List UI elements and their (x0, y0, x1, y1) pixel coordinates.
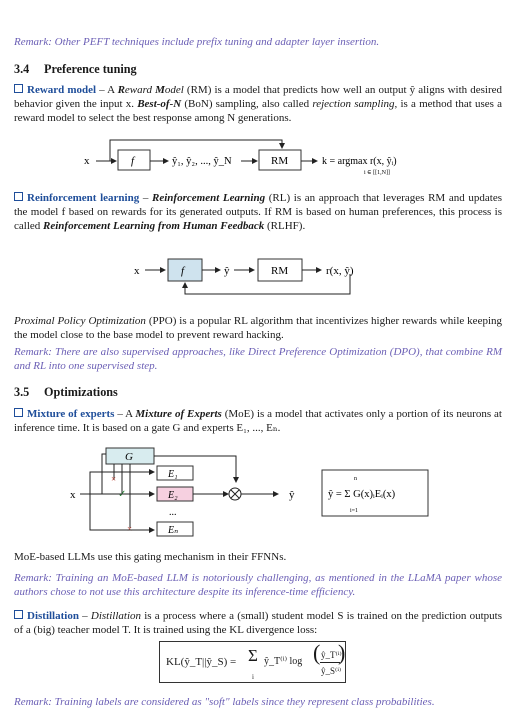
model-f-label: f (181, 265, 185, 277)
section-title: Preference tuning (44, 62, 137, 76)
bullet-square-icon (14, 84, 23, 93)
moe-formula: ŷ = Σ G(x)ᵢEᵢ(x) (328, 489, 396, 500)
moe-diagram (14, 444, 502, 540)
moe-heading: Mixture of experts (27, 408, 115, 420)
left-paren-icon: ( (313, 640, 321, 665)
dash-text: – A (96, 84, 118, 96)
best-of-n-diagram (14, 134, 502, 180)
remark-llama: Remark: Training an MoE-based LLM is notoriously challenging, as mentioned in the LLaMA paper whose authors chose to not use this architecture despite its inference-time efficiency. (14, 572, 502, 599)
section-number: 3.4 (14, 62, 30, 76)
remark-peft: Remark: Other PEFT techniques include prefix tuning and adapter layer insertion. (14, 36, 380, 48)
input-x-label: x (134, 265, 140, 277)
moe-term: Mixture of Experts (135, 408, 222, 420)
bullet-square-icon (14, 192, 23, 201)
section-title: Optimizations (44, 385, 118, 399)
gate-label: G (125, 451, 133, 463)
remark-soft-labels: Remark: Training labels are considered as "soft" labels since they represent class probabilities. (14, 696, 435, 708)
moe-note: MoE-based LLMs use this gating mechanism in their FFNNs. (14, 551, 287, 563)
ppo-paragraph (14, 314, 502, 342)
kl-formula-box (159, 641, 346, 683)
term-letter: R (117, 84, 125, 96)
body-text: is a process where a (small) student model S is trained on the prediction outputs of a (big) teacher model T. It is trained using the KL divergence loss: (14, 610, 503, 637)
reward-model-label: RM (271, 265, 289, 277)
expert-1-label: E₁ (168, 469, 178, 480)
sum-upper-limit: n (354, 476, 357, 482)
rl-diagram (14, 252, 502, 298)
argmax-label: k = argmax r(x, ŷᵢ) (322, 156, 397, 167)
distillation-paragraph (14, 609, 502, 637)
rl-term: Reinforcement Learning (152, 192, 266, 204)
fraction-bar (320, 662, 340, 663)
experts-ellipsis: ... (169, 507, 177, 518)
sum-symbol: Σ (248, 646, 258, 665)
body-text: (BoN) sampling, also called (181, 98, 313, 111)
generations-label: ŷ₁, ŷ₂, ..., ŷ_N (172, 156, 232, 167)
remark-dpo: Remark: There are also supervised approaches, like Direct Preference Optimization (DPO), that combine RM and RL into one supervised step. (14, 346, 502, 373)
reward-model-paragraph (14, 83, 502, 126)
bullet-square-icon (14, 610, 23, 619)
rl-paragraph (14, 191, 502, 234)
argmax-subscript: i ∈ [[1,N]] (364, 170, 390, 176)
body-text: , is a method that uses a reward model to select the best response among N generations. (14, 98, 502, 125)
input-x-label: x (84, 155, 90, 167)
distillation-heading: Distillation (27, 610, 79, 622)
rlhf-term: Reinforcement Learning from Human Feedback (43, 220, 265, 233)
body-text: (PPO) is a popular RL algorithm that incentivizes higher rewards while keeping the model close to the base model to prevent reward hacking. (14, 315, 503, 342)
reward-model-label: RM (271, 155, 289, 167)
body-text: (RLHF). (264, 220, 306, 233)
body-text: (RL) is an approach that leverages RM and updates the model f based on rewards for its generated outputs. If RM is based on human preferences, this process is called (14, 192, 502, 233)
term-letter: M (155, 84, 165, 96)
section-heading-3-4 (14, 62, 502, 76)
expert-n-label: Eₙ (168, 525, 179, 536)
bullet-square-icon (14, 408, 23, 417)
output-yhat-label: ŷ (289, 489, 295, 501)
term-text: eward (124, 84, 156, 96)
reward-model-heading: Reward model (27, 84, 97, 96)
rl-heading: Reinforcement learning (27, 192, 140, 204)
right-paren-icon: ) (338, 640, 346, 665)
dash-text: – (78, 610, 91, 622)
gate-reject-x-icon: × (127, 524, 133, 534)
kl-denominator: ŷ_S⁽ⁱ⁾ (321, 666, 342, 676)
section-heading-3-5 (14, 385, 502, 399)
kl-body: ŷ_T⁽ⁱ⁾ log (264, 656, 303, 667)
gate-reject-x-icon: × (111, 474, 117, 484)
section-number: 3.5 (14, 385, 30, 399)
distillation-term: Distillation (90, 610, 142, 622)
body-text: (RM) is a model that predicts how well an output ŷ aligns with desired behavior given the input x. (14, 84, 502, 111)
model-f-box (168, 259, 202, 281)
dash-text: – (139, 192, 153, 204)
input-x-label: x (70, 489, 76, 501)
kl-numerator: ŷ_T⁽ⁱ⁾ (321, 650, 342, 660)
dash-text: – A (114, 408, 136, 420)
model-f-label: f (131, 155, 135, 167)
term-text: odel (164, 84, 184, 96)
expert-2-label: E₂ (168, 490, 178, 501)
sum-lower-limit: i=1 (350, 508, 359, 514)
sum-index: i (252, 673, 254, 681)
moe-paragraph (14, 407, 502, 435)
best-of-n-term: Best-of-N (137, 98, 182, 111)
rejection-sampling-term: rejection sampling (312, 98, 395, 111)
kl-lhs: KL(ŷ_T||ŷ_S) = (166, 656, 237, 668)
body-text: (MoE) is a model that activates only a portion of its neurons at inference time. It is based on a gate G and experts E₁, ..., Eₙ. (14, 408, 502, 435)
ppo-term: Proximal Policy Optimization (14, 315, 146, 327)
output-yhat-label: ŷ (224, 265, 230, 277)
gate-accept-check-icon: ✓ (118, 489, 127, 500)
reward-output-label: r(x, ŷ) (326, 265, 354, 277)
